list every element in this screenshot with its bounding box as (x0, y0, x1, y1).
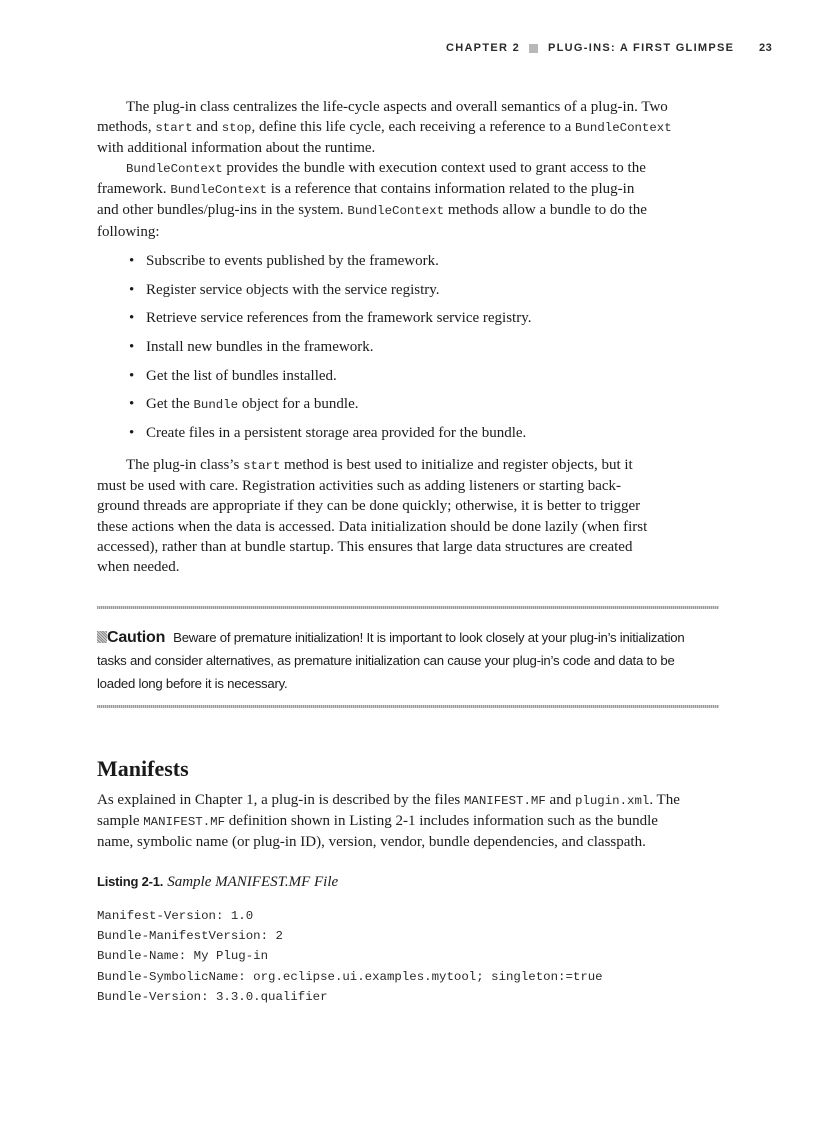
text-line: tasks and consider alternatives, as premature initialization can cause your plug-in’s code and data to be (97, 652, 675, 668)
text-line (97, 811, 721, 832)
text-run: The plug-in class’s (126, 457, 244, 473)
code-listing (97, 906, 603, 1007)
list-item-text: Install new bundles in the framework. (146, 339, 374, 356)
chapter-title: PLUG-INS: A FIRST GLIMPSE (548, 42, 735, 54)
listing-label: Listing 2-1. (97, 874, 164, 889)
list-item (128, 423, 728, 452)
text-line (97, 200, 721, 221)
text-line: following: (97, 223, 160, 240)
bullet-icon: • (129, 281, 135, 298)
text-line: ground threads are appropriate if they can be done quickly; otherwise, it is better to trigger (97, 498, 641, 515)
text-line: must be used with care. Registration activities such as adding listeners or starting back- (97, 478, 622, 495)
text-line: accessed), rather than at bundle startup. This ensures that large data structures are created (97, 538, 633, 555)
text-run: . The (649, 792, 680, 808)
list-item-text: Retrieve service references from the framework service registry. (146, 310, 532, 327)
paragraph-start-method (97, 455, 721, 577)
text-run: object for a bundle. (238, 396, 359, 413)
section-heading: Manifests (97, 756, 189, 781)
list-item-text: Create files in a persistent storage area provided for the bundle. (146, 425, 527, 442)
code-term: Bundle (193, 398, 239, 413)
text-line (97, 455, 721, 476)
page-number: 23 (759, 42, 773, 54)
paragraph-plugin-class (97, 97, 721, 159)
bullet-icon: • (129, 425, 135, 442)
paragraph-bundle-context (97, 158, 721, 242)
text-run: method is best used to initialize and register objects, but it (280, 457, 633, 473)
list-item-text: Subscribe to events published by the framework. (146, 253, 439, 269)
code-line: Manifest-Version: 1.0 (97, 909, 254, 923)
code-line: Bundle-Name: My Plug-in (97, 949, 269, 964)
list-item (128, 308, 728, 337)
code-term: BundleContext (575, 121, 672, 136)
code-term: plugin.xml (574, 794, 650, 808)
text-line (97, 627, 719, 650)
caution-marker-icon (97, 631, 107, 643)
text-run: framework. (97, 181, 171, 198)
paragraph-manifests (97, 790, 721, 853)
listing-title: Sample MANIFEST.MF File (167, 874, 339, 890)
bullet-icon: • (129, 310, 135, 327)
text-line: when needed. (97, 559, 180, 576)
code-term: BundleContext (170, 183, 267, 198)
code-term: MANIFEST.MF (143, 815, 226, 830)
text-line (97, 179, 721, 200)
list-item-text: Register service objects with the service registry. (146, 281, 440, 298)
text-line: with additional information about the runtime. (97, 140, 376, 157)
text-run: definition shown in Listing 2-1 includes information such as the bundle (225, 813, 658, 830)
bullet-icon: • (129, 253, 135, 269)
code-term: start (243, 459, 281, 473)
bullet-icon: • (129, 367, 135, 384)
text-run: and other bundles/plug-ins in the system. (97, 202, 348, 219)
text-run: , define this life cycle, each receiving a reference to a (251, 119, 576, 136)
caution-note (97, 627, 719, 695)
chapter-label: CHAPTER 2 (445, 42, 520, 54)
text-run: methods allow a bundle to do the (444, 202, 647, 219)
running-head (0, 42, 816, 62)
code-line: Bundle-SymbolicName: org.eclipse.ui.examples.mytool; singleton:=true (97, 969, 603, 984)
separator-square-icon (529, 44, 538, 53)
list-item (128, 251, 728, 280)
text-run: provides the bundle with execution context used to grant access to the (222, 160, 646, 176)
text-run: and (545, 792, 575, 808)
text-run: methods, (97, 119, 156, 136)
bundle-context-capabilities-list (128, 251, 728, 452)
text-run: Get the (146, 396, 194, 413)
caution-bottom-rule (97, 705, 719, 708)
code-line: Bundle-ManifestVersion: 2 (97, 929, 283, 944)
code-term: BundleContext (126, 162, 223, 176)
code-term: start (155, 121, 193, 136)
text-run: As explained in Chapter 1, a plug-in is described by the files (97, 792, 464, 808)
bullet-icon: • (129, 396, 135, 413)
text-run: sample (97, 813, 144, 830)
text-line (97, 790, 721, 811)
caution-label: Caution (107, 629, 166, 646)
listing-caption (97, 873, 338, 891)
list-item (128, 337, 728, 366)
bullet-icon: • (129, 339, 135, 356)
text-run: Beware of premature initialization! It is important to look closely at your plug-in’s initialization (173, 630, 685, 645)
list-item-text: Get the list of bundles installed. (146, 367, 337, 384)
text-line: name, symbolic name (or plug-in ID), version, vendor, bundle dependencies, and classpath. (97, 834, 646, 851)
code-term: MANIFEST.MF (464, 794, 546, 808)
list-item (128, 394, 728, 423)
text-line: The plug-in class centralizes the life-cycle aspects and overall semantics of a plug-in. Two (126, 99, 668, 115)
text-line (97, 158, 721, 179)
text-line: these actions when the data is accessed. Data initialization should be done lazily (when first (97, 518, 648, 535)
text-run: and (192, 119, 222, 136)
text-line (97, 117, 721, 138)
code-term: BundleContext (347, 204, 445, 219)
text-line: loaded long before it is necessary. (97, 675, 288, 691)
code-term: stop (221, 121, 252, 136)
text-run: is a reference that contains information related to the plug-in (266, 181, 635, 198)
code-line: Bundle-Version: 3.3.0.qualifier (97, 989, 328, 1004)
caution-top-rule (97, 606, 719, 609)
list-item-text (146, 396, 358, 412)
list-item (128, 366, 728, 395)
list-item (128, 280, 728, 309)
